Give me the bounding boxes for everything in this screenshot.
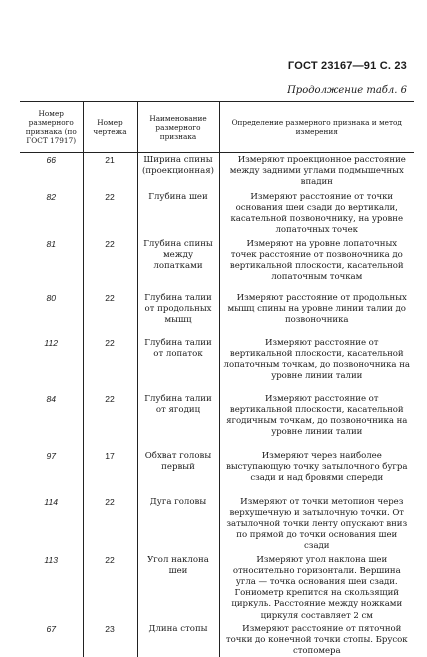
column-header-code: Номер размерного признака (по ГОСТ 17917) [20,102,83,153]
table-row [20,291,414,336]
running-head: ГОСТ 23167—91 С. 23 [287,60,407,72]
cell-method: Измеряют от точки метопион через верхушечную и затылочную точки. От затылочной точки ленту опускают вниз по прямой до точки основания шеи сзади [219,495,414,553]
cell-code: 66 [46,155,57,165]
cell-code: 97 [46,450,57,461]
table-row [20,449,414,495]
cell-method: Измеряют через наиболее выступающую точку затылочного бугра сзади и над бровями спереди [219,449,414,495]
cell-code: 82 [46,191,57,202]
measurements-table [20,101,414,657]
table-row [20,153,414,190]
table-row [20,622,414,657]
cell-method: Измеряют расстояние от пяточной точки до конечной точки стопы. Брусок стопомера [219,622,414,657]
cell-code: 113 [44,554,59,565]
cell-drawing: 22 [83,553,137,622]
table-continuation-caption: Продолжение табл. 6 [287,85,407,96]
cell-drawing: 22 [83,237,137,291]
cell-name: Глубина талии от лопаток [137,336,219,392]
cell-drawing: 17 [83,449,137,495]
column-header-method: Определение размерного признака и метод измерения [219,102,414,153]
cell-drawing: 22 [83,336,137,392]
cell-name: Обхват головы первый [137,449,219,495]
cell-code: 80 [46,292,57,303]
cell-method: Измеряют расстояние от продольных мышц спины на уровне линии талии до позвоночника [219,291,414,336]
cell-method: Измеряют на уровне лопаточных точек расстояние от позвоночника до вертикальной плоскости, касательной лопаточным точкам [219,237,414,291]
cell-code: 114 [44,496,59,507]
cell-name: Глубина спины между лопатками [137,237,219,291]
cell-drawing: 22 [83,291,137,336]
cell-name: Глубина талии от продольных мышц [137,291,219,336]
cell-method: Измеряют проекционное расстояние между задними углами подмышечных впадин [219,153,414,190]
cell-drawing: 22 [83,495,137,553]
cell-drawing: 22 [83,392,137,449]
cell-drawing: 23 [83,622,137,657]
cell-code: 81 [46,238,57,249]
cell-code: 112 [44,337,59,348]
cell-method: Измеряют расстояние от вертикальной плоскости, касательной лопаточным точкам, до позвоночника на уровне линии талии [219,336,414,392]
cell-drawing: 21 [83,153,137,190]
table-row [20,336,414,392]
cell-name: Угол наклона шеи [137,553,219,622]
cell-name: Ширина спины (проекционная) [137,153,219,190]
cell-method: Измеряют расстояние от точки основания шеи сзади до вертикали, касательной позвоночнику, на уровне лопаточных точек [219,190,414,237]
cell-drawing: 22 [83,190,137,237]
cell-name: Глубина талии от ягодиц [137,392,219,449]
table-row [20,495,414,553]
cell-method: Измеряют угол наклона шеи относительно горизонтали. Вершина угла — точка основания шеи сзади. Гониометр крепится на скользящий циркуль. Расстояние между ножками циркуля составляет 2 см [219,553,414,622]
table-row [20,237,414,291]
table-row [20,553,414,622]
table-row [20,190,414,237]
cell-code: 67 [46,623,57,634]
column-header-name: Наименование размерного признака [137,102,219,153]
cell-name: Дуга головы [137,495,219,553]
cell-method: Измеряют расстояние от вертикальной плоскости, касательной ягодичным точкам, до позвоночника на уровне линии талии [219,392,414,449]
table-row [20,392,414,449]
table-header-row [20,102,414,153]
cell-name: Глубина шеи [137,190,219,237]
cell-name: Длина стопы [137,622,219,657]
column-header-drawing: Номер чертежа [83,102,137,153]
cell-code: 84 [46,393,57,404]
